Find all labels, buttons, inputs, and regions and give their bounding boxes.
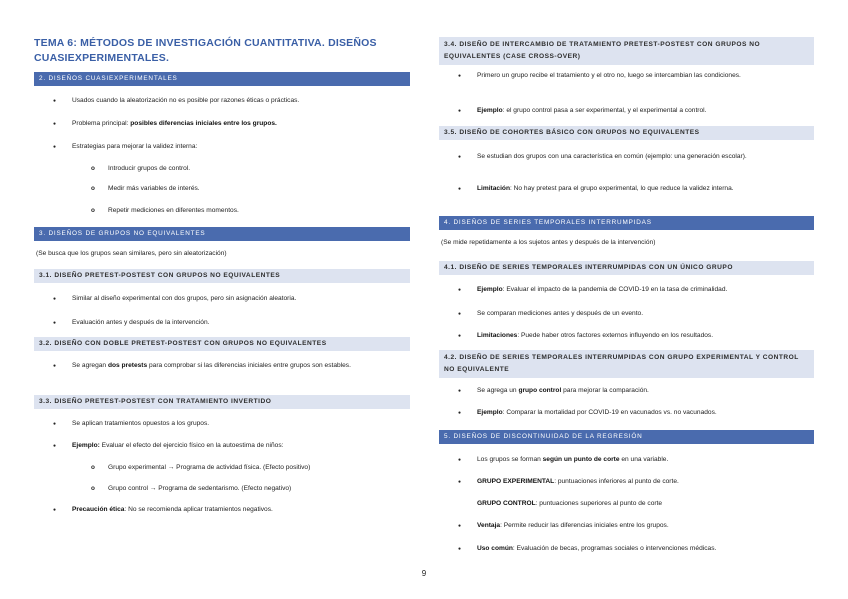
section-3-header: 3. DISEÑOS DE GRUPOS NO EQUIVALENTES: [34, 227, 410, 241]
section-3-1-header: 3.1. DISEÑO PRETEST-POSTEST CON GRUPOS NO EQUIVALENTES: [34, 269, 410, 283]
list-item: ● Se agregan dos pretests para comprobar si las diferencias iniciales entre grupos son estables.: [72, 361, 404, 371]
sub-list-item: o Repetir mediciones en diferentes momentos.: [108, 206, 239, 216]
list-item: ● Estrategias para mejorar la validez interna:: [72, 142, 402, 152]
sub-list-item: o Introducir grupos de control.: [108, 164, 190, 174]
list-item: ● Se agrega un grupo control para mejorar la comparación.: [477, 386, 807, 396]
list-item: ● Se comparan mediciones antes y después de un evento.: [477, 309, 807, 319]
paragraph: GRUPO CONTROL: puntuaciones superiores al punto de corte: [477, 500, 663, 507]
list-item: ● Uso común: Evaluación de becas, programas sociales o intervenciones médicas.: [477, 544, 817, 554]
list-item: ● Ejemplo: Evaluar el efecto del ejercicio físico en la autoestima de niños:: [72, 441, 402, 451]
section-4-note: (Se mide repetidamente a los sujetos antes y después de la intervención): [441, 239, 656, 246]
section-3-5-header: 3.5. DISEÑO DE COHORTES BÁSICO CON GRUPOS NO EQUIVALENTES: [439, 126, 814, 140]
section-4-2-header: 4.2. DISEÑO DE SERIES TEMPORALES INTERRUMPIDAS CON GRUPO EXPERIMENTAL Y CONTROL NO EQUIVALENTE: [439, 350, 814, 378]
list-item: ● Similar al diseño experimental con dos grupos, pero sin asignación aleatoria.: [72, 294, 402, 304]
list-item: ● Problema principal: posibles diferencias iniciales entre los grupos.: [72, 119, 402, 129]
list-item: ● Ejemplo: Evaluar el impacto de la pandemia de COVID-19 en la tasa de criminalidad.: [477, 285, 817, 295]
list-item: ● Usados cuando la aleatorización no es posible por razones éticas o prácticas.: [72, 96, 402, 106]
list-item: ● Evaluación antes y después de la intervención.: [72, 318, 402, 328]
section-3-2-header: 3.2. DISEÑO CON DOBLE PRETEST-POSTEST CON GRUPOS NO EQUIVALENTES: [34, 337, 410, 351]
list-item: ● Ventaja: Permite reducir las diferencias iniciales entre los grupos.: [477, 521, 807, 531]
section-5-header: 5. DISEÑOS DE DISCONTINUIDAD DE LA REGRESIÓN: [439, 430, 814, 444]
section-4-1-header: 4.1. DISEÑO DE SERIES TEMPORALES INTERRUMPIDAS CON UN ÚNICO GRUPO: [439, 261, 814, 275]
section-3-4-header: 3.4. DISEÑO DE INTERCAMBIO DE TRATAMIENTO PRETEST-POSTEST CON GRUPOS NO EQUIVALENTES (CASE CROSS-OVER): [439, 37, 814, 65]
list-item: ● Los grupos se forman según un punto de corte en una variable.: [477, 455, 807, 465]
section-3-note: (Se busca que los grupos sean similares, pero sin aleatorización): [36, 250, 227, 257]
section-3-3-header: 3.3. DISEÑO PRETEST-POSTEST CON TRATAMIENTO INVERTIDO: [34, 395, 410, 409]
list-item: ● Ejemplo: Comparar la mortalidad por COVID-19 en vacunados vs. no vacunados.: [477, 408, 817, 418]
page-title: TEMA 6: MÉTODOS DE INVESTIGACIÓN CUANTITATIVA. DISEÑOS CUASIEXPERIMENTALES.: [34, 37, 377, 64]
list-item: ● Ejemplo: el grupo control pasa a ser experimental, y el experimental a control.: [477, 106, 807, 116]
list-item: ● Primero un grupo recibe el tratamiento y el otro no, luego se intercambian las condiciones.: [477, 71, 807, 81]
page-number: 9: [421, 569, 427, 578]
list-item: ● Limitaciones: Puede haber otros factores externos influyendo en los resultados.: [477, 331, 807, 341]
list-item: ● GRUPO EXPERIMENTAL: puntuaciones inferiores al punto de corte.: [477, 477, 807, 487]
list-item: ● Se aplican tratamientos opuestos a los grupos.: [72, 419, 402, 429]
section-4-header: 4. DISEÑOS DE SERIES TEMPORALES INTERRUMPIDAS: [439, 216, 814, 230]
section-2-header: 2. DISEÑOS CUASIEXPERIMENTALES: [34, 72, 410, 86]
list-item: ● Precaución ética: No se recomienda aplicar tratamientos negativos.: [72, 505, 402, 515]
sub-list-item: o Grupo control → Programa de sedentarismo. (Efecto negativo): [108, 484, 291, 494]
list-item: ● Limitación: No hay pretest para el grupo experimental, lo que reduce la validez interna.: [477, 184, 807, 194]
list-item: ● Se estudian dos grupos con una característica en común (ejemplo: una generación escolar).: [477, 152, 807, 162]
sub-list-item: o Grupo experimental → Programa de actividad física. (Efecto positivo): [108, 463, 310, 473]
sub-list-item: o Medir más variables de interés.: [108, 184, 200, 194]
